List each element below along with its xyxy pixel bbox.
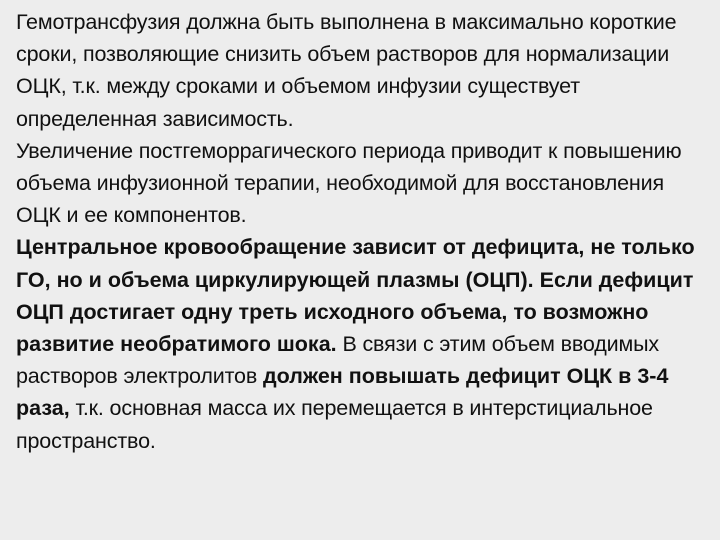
paragraph-posthemorrhagic-period: Увеличение постгеморрагического периода приводит к повышению объема инфузионной терапии, необходимой для восстановления ОЦК и ее компонентов.	[16, 138, 682, 228]
bold-deficit-ratio: должен повышать дефицит ОЦК в 3-4 раза,	[16, 364, 669, 421]
slide-body-text	[16, 6, 712, 457]
text-interstitial: т.к. основная масса их перемещается в интерстициальное пространство.	[16, 396, 653, 453]
paragraph-central-circulation	[16, 235, 695, 452]
bold-central-circulation: Центральное кровообращение зависит от дефицита, не только ГО, но и объема циркулирующей плазмы (ОЦП). Если дефицит ОЦП достигает одну треть исходного объема, то возможно развитие необратимого шока.	[16, 235, 695, 357]
text-electrolytes: В связи с этим объем вводимых растворов электролитов	[16, 332, 659, 389]
paragraph-hemotransfusion: Гемотрансфузия должна быть выполнена в максимально короткие сроки, позволяющие снизить объем растворов для нормализации ОЦК, т.к. между сроками и объемом инфузии существует определенная зависимость.	[16, 10, 677, 131]
